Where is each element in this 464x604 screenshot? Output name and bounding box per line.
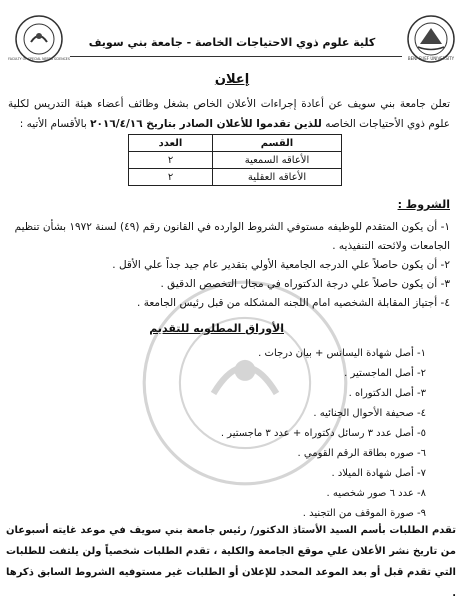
table-cell-department: الأعاقه السمعية <box>213 152 342 169</box>
list-item: ٩- صورة الموقف من التجنيد . <box>302 508 426 519</box>
table-cell-count: ٢ <box>129 152 213 169</box>
list-item: ١- أن يكون المتقدم للوظيفه مستوفي الشروط الوارده في القانون رقم (٤٩) لسنة ١٩٧٢ بشأن تنظيم الجامعات ولائحته التنفيذيه . <box>14 221 450 252</box>
table-row <box>129 152 342 169</box>
letterhead <box>0 14 464 74</box>
table-row <box>129 169 342 186</box>
list-item: ١- أصل شهادة اليسانس + بيان درجات . <box>258 348 426 359</box>
intro-part3: بالأقسام الأتيه : <box>19 118 91 130</box>
list-item: ٦- صوره بطاقة الرقم القومي . <box>297 448 426 459</box>
table-header-row <box>129 135 342 152</box>
seal-right-text: BENI-SUEF UNIVERSITY <box>407 56 455 61</box>
table-header-count: العدد <box>129 135 213 152</box>
list-item: ٤- أجتياز المقابلة الشخصيه امام اللجنه المشكله من قبل رئيس الجامعة . <box>137 297 450 309</box>
intro-paragraph <box>8 94 450 134</box>
papers-heading: الأوراق المطلوبه للتقديم <box>149 322 284 335</box>
intro-date-bold: للذين تقدموا للأعلان الصادر بتاريخ ٢٠١٦/٤/١٦ <box>90 118 322 130</box>
list-item: ٨- عدد ٦ صور شخصيه . <box>326 488 426 499</box>
table-header-department: القسم <box>213 135 342 152</box>
list-item: ٧- أصل شهادة الميلاد . <box>331 468 426 479</box>
table-cell-count: ٢ <box>129 169 213 186</box>
list-item: ٢- أصل الماجستير . <box>344 368 426 379</box>
seal-left-text: FACULTY OF SPECIAL NEEDS SCIENCES <box>8 57 70 61</box>
list-item: ٥- أصل عدد ٣ رسائل دكتوراه + عدد ٣ ماجستير . <box>220 428 426 439</box>
table-cell-department: الأعاقه العقلية <box>213 169 342 186</box>
list-item: ٢- أن يكون حاصلاً علي الدرجه الجامعية الأولي بتقدير عام جيد جداً علي الأقل . <box>112 259 450 271</box>
list-item: ٣- أن يكون حاصلاً علي درجة الدكتوراه في مجال التخصص الدقيق . <box>160 278 450 290</box>
intro-part1: تعلن جامعة بني سويف عن أعادة إجراءات الأعلان الخاص بشغل وظائف أعضاء هيئة التدريس لكلية علوم ذوي الأحتياجات الخاصه <box>8 98 450 130</box>
list-item: ٣- أصل الدكتوراه . <box>348 388 426 399</box>
list-item: ٤- صحيفة الأحوال الجنائيه . <box>313 408 426 419</box>
header-divider <box>70 56 402 57</box>
faculty-seal-icon <box>8 14 70 64</box>
conditions-heading: الشروط : <box>397 198 450 211</box>
closing-paragraph: تقدم الطلبات بأسم السيد الأستاذ الدكتور/ رئيس جامعة بني سويف في موعد غايته أسبوعان من تاريخ نشر الأعلان علي موقع الجامعة والكلية ، تقدم الطلبات شخصياً ولن يلتفت للطلبات التي تقدم قبل أو بعد الموعد المحدد للإعلان أو الطلبات غير مستوفيه الشروط السابق ذكرها . <box>6 525 456 599</box>
departments-table <box>128 134 342 186</box>
faculty-line: كلية علوم ذوي الاحتياجات الخاصة - جامعة بني سويف <box>88 36 376 49</box>
university-seal-icon <box>406 14 456 64</box>
documents-list <box>166 344 426 524</box>
announcement-title: إعلان <box>214 72 250 87</box>
